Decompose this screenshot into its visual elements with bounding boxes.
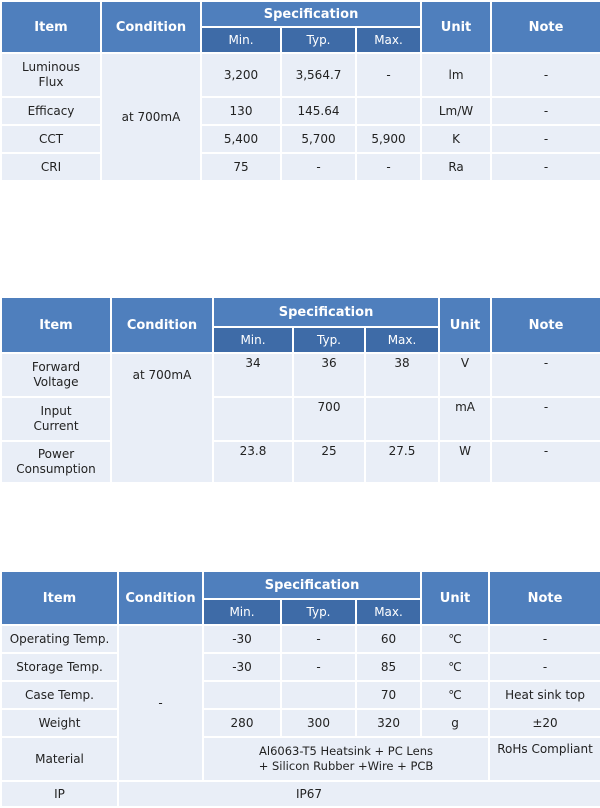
row-max: 60 — [356, 625, 421, 653]
material-spec-line1: Al6063-T5 Heatsink + PC Lens — [259, 744, 433, 758]
row-max: 5,900 — [356, 125, 421, 153]
row-note: - — [491, 97, 600, 125]
header-condition: Condition — [118, 571, 203, 625]
row-note: Heat sink top — [489, 681, 600, 709]
table-row — [1, 353, 600, 397]
row-typ: 145.64 — [281, 97, 356, 125]
row-typ: - — [281, 153, 356, 181]
table-row — [1, 625, 600, 653]
row-note: - — [491, 441, 600, 483]
row-item: Input Current — [1, 397, 111, 441]
header-unit: Unit — [421, 1, 491, 53]
row-note: - — [489, 625, 600, 653]
ip-spec: IP67 — [118, 781, 600, 807]
material-spec-line2: + Silicon Rubber +Wire + PCB — [258, 759, 434, 773]
row-item: Efficacy — [1, 97, 101, 125]
row-max: 70 — [356, 681, 421, 709]
header-max: Max. — [356, 27, 421, 53]
row-max: 38 — [365, 353, 439, 397]
row-max: 27.5 — [365, 441, 439, 483]
row-typ: 36 — [293, 353, 365, 397]
header-condition: Condition — [101, 1, 201, 53]
header-item: Item — [1, 571, 118, 625]
row-unit: mA — [439, 397, 491, 441]
row-item: CRI — [1, 153, 101, 181]
row-unit: ℃ — [421, 653, 489, 681]
row-min: 130 — [201, 97, 281, 125]
row-min — [213, 397, 293, 441]
row-item: CCT — [1, 125, 101, 153]
table-row — [1, 53, 600, 97]
row-max — [365, 397, 439, 441]
row-item: Weight — [1, 709, 118, 737]
table-row — [1, 441, 600, 483]
row-item: Material — [1, 737, 118, 781]
header-min: Min. — [203, 599, 281, 625]
row-typ: - — [281, 653, 356, 681]
header-min: Min. — [213, 327, 293, 353]
row-min: 5,400 — [201, 125, 281, 153]
row-unit: W — [439, 441, 491, 483]
row-typ: 25 — [293, 441, 365, 483]
material-spec — [203, 737, 489, 781]
header-note: Note — [489, 571, 600, 625]
table-row — [1, 737, 600, 781]
row-note: - — [491, 153, 600, 181]
table-row — [1, 97, 600, 125]
header-specification: Specification — [201, 1, 421, 27]
row-unit: Ra — [421, 153, 491, 181]
header-typ: Typ. — [293, 327, 365, 353]
row-unit: Lm/W — [421, 97, 491, 125]
header-max: Max. — [365, 327, 439, 353]
table-row — [1, 709, 600, 737]
table-row — [1, 125, 600, 153]
header-typ: Typ. — [281, 599, 356, 625]
row-typ: 300 — [281, 709, 356, 737]
table-row — [1, 781, 600, 807]
row-max — [356, 97, 421, 125]
row-note: - — [491, 353, 600, 397]
header-min: Min. — [201, 27, 281, 53]
row-unit: K — [421, 125, 491, 153]
row-note: ±20 — [489, 709, 600, 737]
row-note: - — [491, 397, 600, 441]
row-typ — [281, 681, 356, 709]
row-min: -30 — [203, 653, 281, 681]
header-max: Max. — [356, 599, 421, 625]
row-item: Luminous Flux — [1, 53, 101, 97]
row-unit: V — [439, 353, 491, 397]
row-max: 320 — [356, 709, 421, 737]
row-min: 23.8 — [213, 441, 293, 483]
row-note: - — [489, 653, 600, 681]
header-typ: Typ. — [281, 27, 356, 53]
row-min: 75 — [201, 153, 281, 181]
header-note: Note — [491, 297, 600, 353]
table-row — [1, 681, 600, 709]
row-item: Storage Temp. — [1, 653, 118, 681]
row-note: - — [491, 125, 600, 153]
row-condition: at 700mA — [101, 53, 201, 181]
row-condition: at 700mA — [111, 353, 213, 483]
row-max: - — [356, 153, 421, 181]
header-unit: Unit — [421, 571, 489, 625]
row-typ: - — [281, 625, 356, 653]
row-item: Power Consumption — [1, 441, 111, 483]
row-max: 85 — [356, 653, 421, 681]
row-unit: ℃ — [421, 681, 489, 709]
row-typ: 5,700 — [281, 125, 356, 153]
row-max: - — [356, 53, 421, 97]
header-condition: Condition — [111, 297, 213, 353]
mechanical-spec-table — [0, 570, 600, 808]
row-unit: g — [421, 709, 489, 737]
table-row — [1, 153, 600, 181]
optical-spec-table — [0, 0, 600, 182]
header-specification: Specification — [213, 297, 439, 327]
material-note: RoHs Compliant — [489, 737, 600, 781]
header-item: Item — [1, 297, 111, 353]
row-note: - — [491, 53, 600, 97]
header-note: Note — [491, 1, 600, 53]
row-item: IP — [1, 781, 118, 807]
row-item: Case Temp. — [1, 681, 118, 709]
row-min: 34 — [213, 353, 293, 397]
row-min — [203, 681, 281, 709]
table-row — [1, 653, 600, 681]
electrical-spec-table — [0, 296, 600, 484]
row-unit: lm — [421, 53, 491, 97]
row-item: Operating Temp. — [1, 625, 118, 653]
row-unit: ℃ — [421, 625, 489, 653]
header-unit: Unit — [439, 297, 491, 353]
row-typ: 700 — [293, 397, 365, 441]
header-item: Item — [1, 1, 101, 53]
table-row — [1, 397, 600, 441]
row-condition: - — [118, 625, 203, 781]
row-min: 3,200 — [201, 53, 281, 97]
row-typ: 3,564.7 — [281, 53, 356, 97]
header-specification: Specification — [203, 571, 421, 599]
row-item: Forward Voltage — [1, 353, 111, 397]
row-min: -30 — [203, 625, 281, 653]
row-min: 280 — [203, 709, 281, 737]
